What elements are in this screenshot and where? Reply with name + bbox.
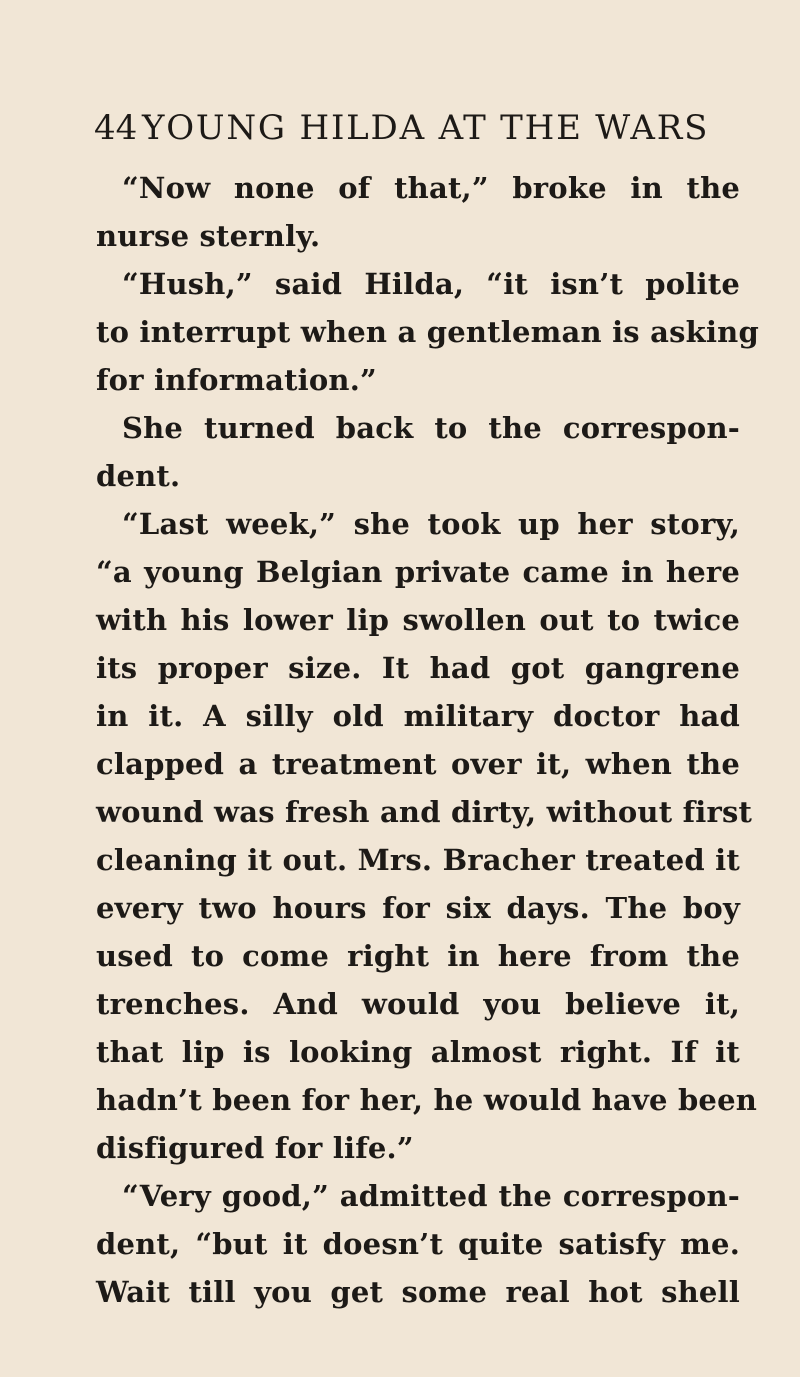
text-line: wound was fresh and dirty, without first — [96, 795, 753, 829]
text-line: clapped a treatment over it, when the — [96, 747, 740, 781]
text-line: “Now none of that,” broke in the — [122, 171, 740, 205]
page-number: 44 — [94, 108, 138, 148]
text-line: dent, “but it doesn’t quite satisfy me. — [96, 1227, 740, 1261]
text-line: its proper size. It had got gangrene — [96, 651, 740, 685]
text-line: hadn’t been for her, he would have been — [96, 1083, 758, 1117]
text-line: every two hours for six days. The boy — [96, 891, 740, 925]
text-line: to interrupt when a gentleman is asking — [96, 315, 759, 349]
text-line: cleaning it out. Mrs. Bracher treated it — [96, 843, 740, 877]
text-line: used to come right in here from the — [96, 939, 740, 973]
text-line: in it. A silly old military doctor had — [96, 699, 740, 733]
text-line: dent. — [96, 459, 181, 493]
text-line: She turned back to the correspon- — [122, 411, 740, 445]
text-line: for information.” — [96, 363, 377, 397]
text-line: nurse sternly. — [96, 219, 321, 253]
text-line: with his lower lip swollen out to twice — [96, 603, 740, 637]
text-line: that lip is looking almost right. If it — [96, 1035, 740, 1069]
text-line: “Last week,” she took up her story, — [122, 507, 740, 541]
text-line: “Hush,” said Hilda, “it isn’t polite — [122, 267, 740, 301]
text-line: Wait till you get some real hot shell — [96, 1275, 740, 1309]
running-head: YOUNG HILDA AT THE WARS — [142, 108, 710, 148]
text-line: “Very good,” admitted the correspon- — [122, 1179, 740, 1213]
page-header — [94, 104, 754, 152]
text-line: disfigured for life.” — [96, 1131, 414, 1165]
text-line: “a young Belgian private came in here — [96, 555, 740, 589]
text-line: trenches. And would you believe it, — [96, 987, 740, 1021]
